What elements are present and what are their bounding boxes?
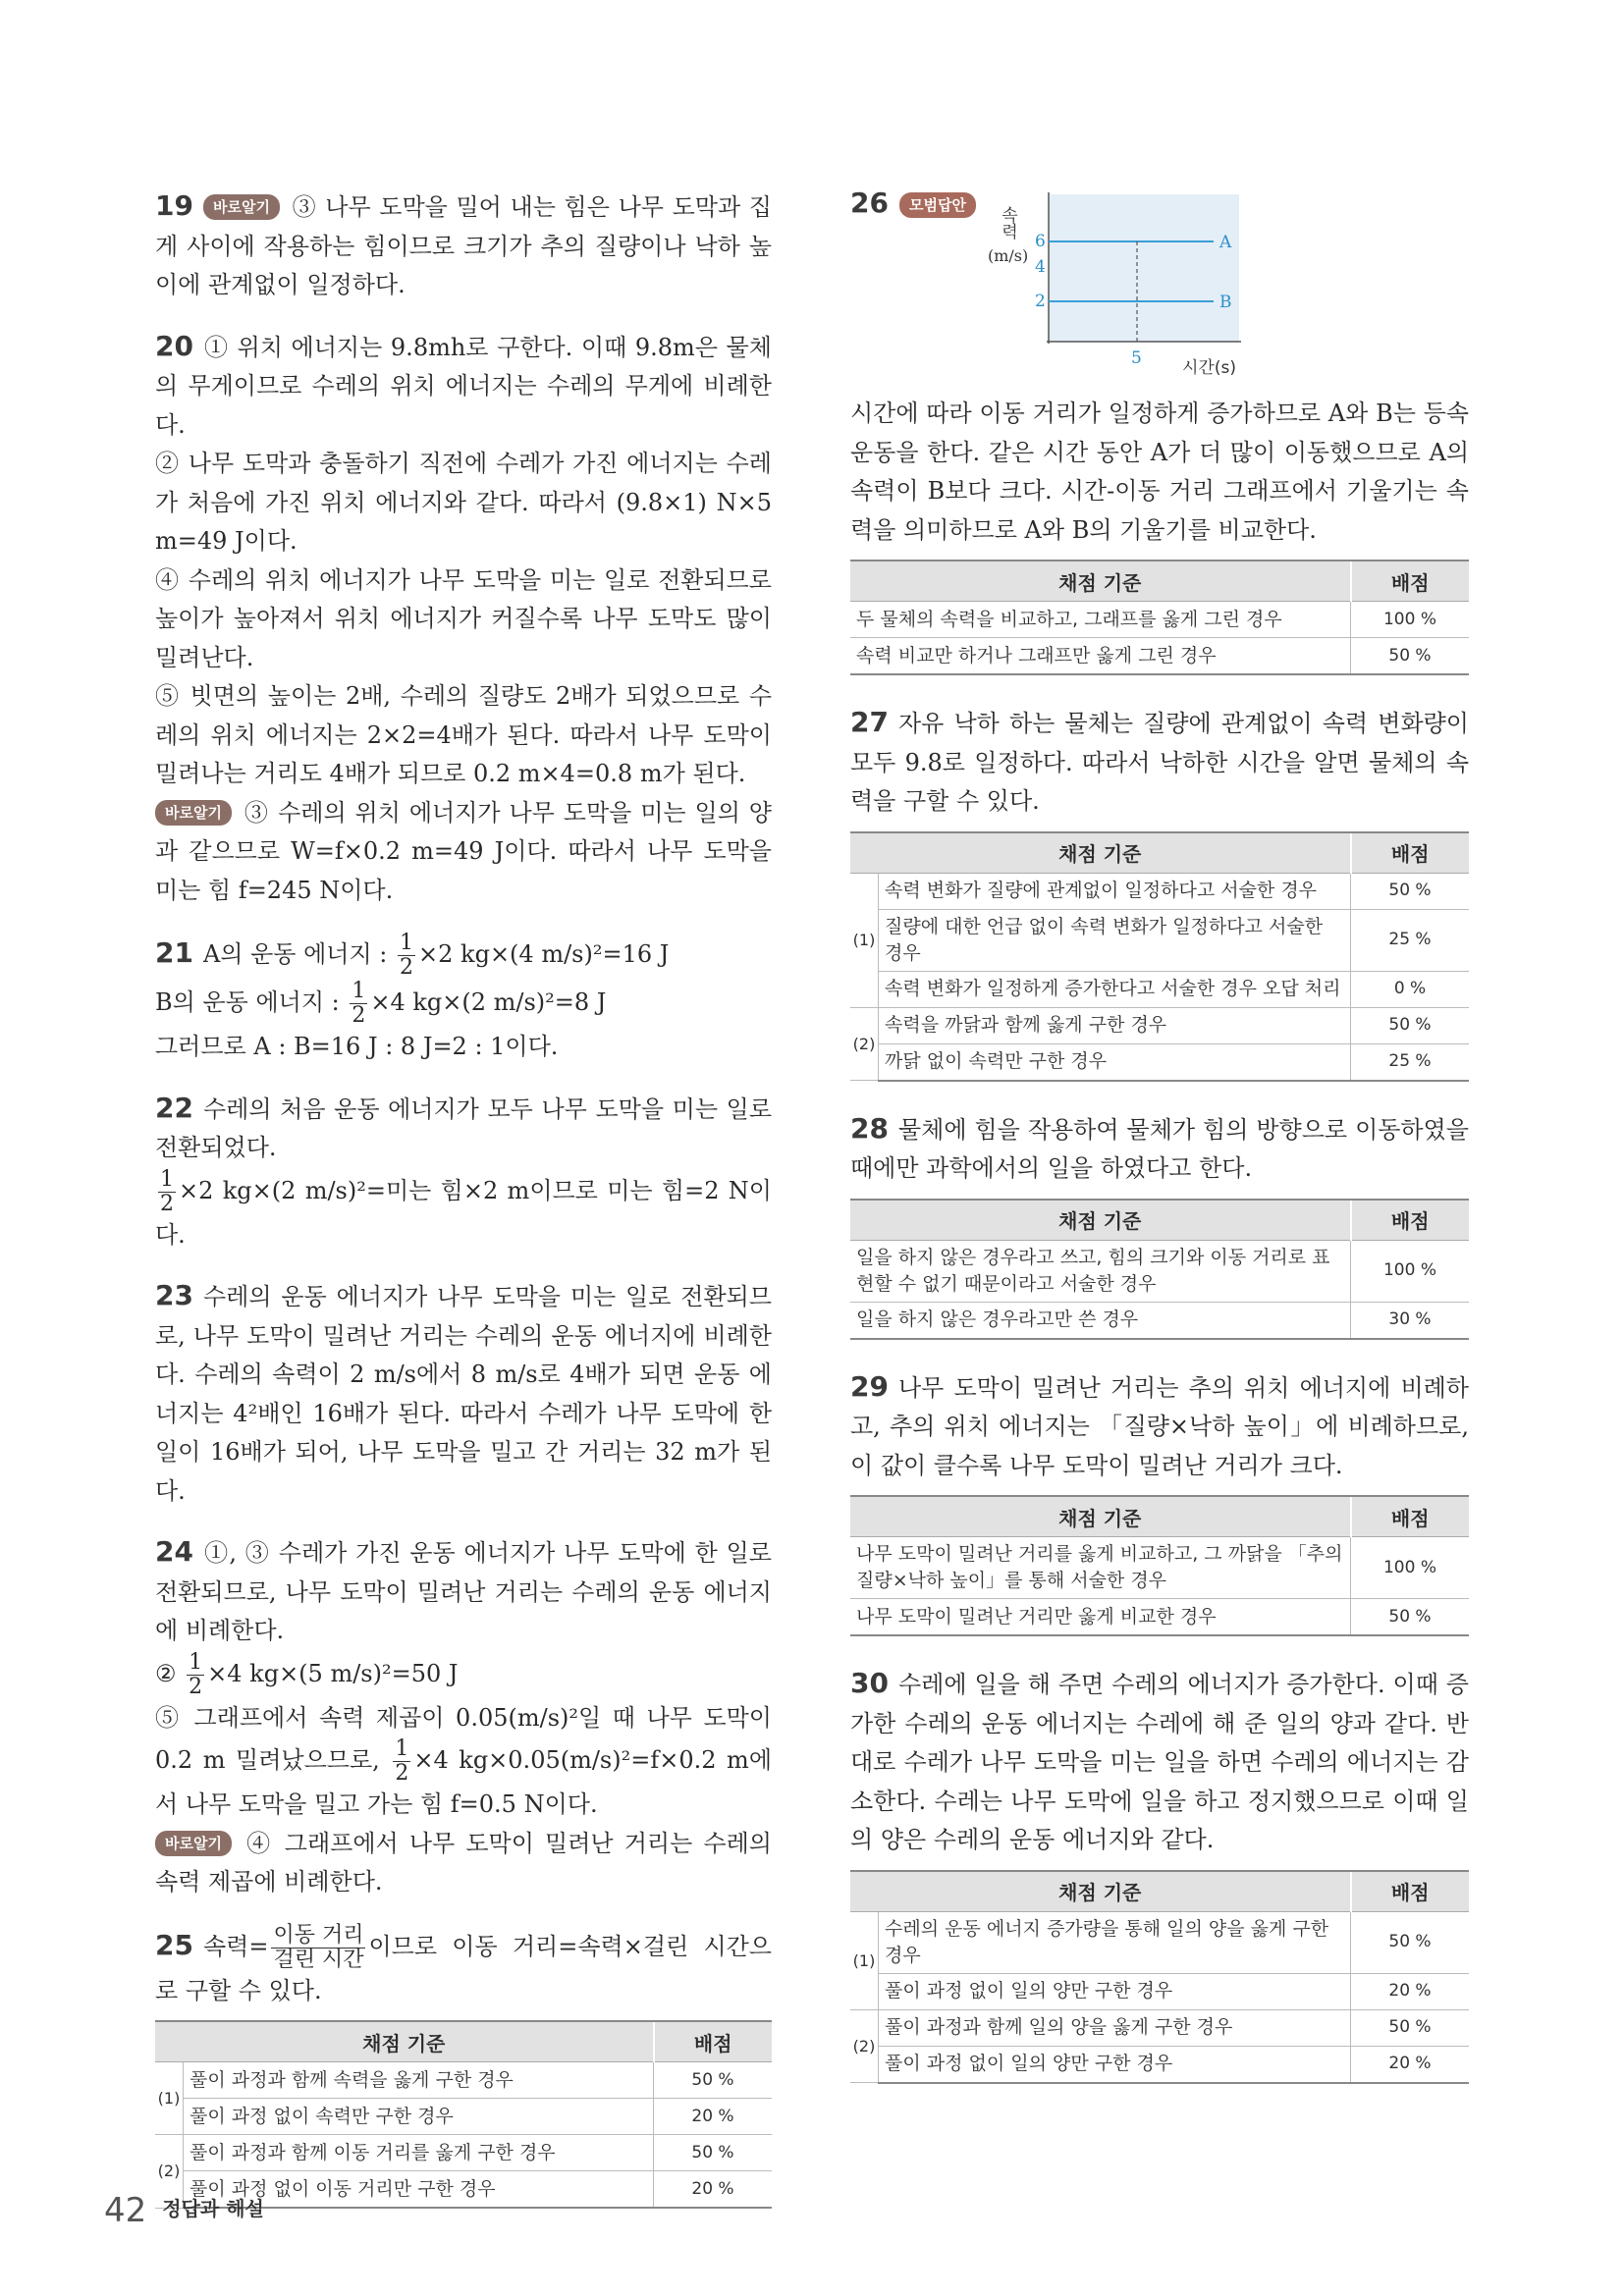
points-header: 배점 [1351,1496,1470,1537]
answer-text: 자유 낙하 하는 물체는 질량에 관계없이 속력 변화량이 모두 9.8로 일정하다. 따라서 낙하한 시간을 알면 물체의 속력을 구할 수 있다. [850,710,1469,815]
table-row: 일을 하지 않은 경우라고만 쓴 경우 30 % [850,1302,1469,1339]
answer-text: ② 나무 도막과 충돌하기 직전에 수레가 가진 에너지는 수레가 처음에 가진 위치 에너지와 같다. 따라서 (9.8×1) N×5 m=49 J이다. [155,450,772,555]
table-row: 나무 도막이 밀려난 거리만 옳게 비교한 경우 50 % [850,1599,1469,1636]
criteria-header: 채점 기준 [155,2021,654,2062]
table-row: 속력 비교만 하거나 그래프만 옳게 그린 경우 50 % [850,638,1469,675]
fraction-half: $\frac{1}{2}$ [160,1166,174,1216]
label: A의 운동 에너지 : [202,940,388,968]
fraction-half: $\frac{1}{2}$ [189,1649,203,1699]
left-column [155,187,772,2236]
answer-text: 수레에 일을 해 주면 수레의 에너지가 증가한다. 이때 증가한 수레의 운동 에너지는 수레에 해 준 일의 양과 같다. 반대로 수레가 나무 도막을 미는 일을 하면 수레의 에너지는 감소한다. 수레는 나무 도막에 일을 하고 정지했으므로 이때 일의 양은 수레의 운동 에너지와 같다. [850,1671,1469,1853]
y-axis-unit: (m/s) [988,246,1029,265]
table-row: (1) 속력 변화가 질량에 관계없이 일정하다고 서술한 경우 50 % [850,873,1469,909]
question-number: 26 [850,187,889,219]
answer-25 [155,1924,772,2210]
y-tick-4: 4 [1035,257,1046,277]
table-row: 질량에 대한 언급 없이 속력 변화가 일정하다고 서술한 경우 25 % [850,909,1469,971]
table-row: 속력 변화가 일정하게 증가한다고 서술한 경우 오답 처리 0 % [850,971,1469,1007]
answer-text: 물체에 힘을 작용하여 물체가 힘의 방향으로 이동하였을 때에만 과학에서의 일을 하였다고 한다. [850,1115,1469,1182]
page-number: 42 [104,2191,147,2230]
points-header: 배점 [1351,1200,1470,1241]
right-column [850,187,1469,2111]
answer-text: ⑤ 그래프에서 속력 제곱이 0.05(m/s)²일 때 나무 도막이 0.2 m 밀려났으므로, [155,1703,772,1774]
question-number: 23 [155,1279,193,1311]
scoring-table-28 [850,1199,1469,1340]
answer-text: ① 위치 에너지는 9.8mh로 구한다. 이때 9.8m은 물체의 무게이므로 수레의 위치 에너지는 수레의 무게에 비례한다. [155,333,772,439]
baro-badge: 바로알기 [155,800,232,826]
fraction-speed: $\frac{\text{이동 거리}}{\text{걸린 시간}}$ [273,1922,364,1972]
table-row: 까닭 없이 속력만 구한 경우 25 % [850,1043,1469,1081]
answer-22 [155,1089,772,1255]
table-row: 풀이 과정 없이 일의 양만 구한 경우 20 % [850,2046,1469,2083]
scoring-table-25 [155,2020,772,2209]
model-answer-badge: 모범답안 [899,192,976,218]
answer-text: 수레의 처음 운동 에너지가 모두 나무 도막을 미는 일로 전환되었다. [155,1095,772,1161]
table-row: (2) 풀이 과정과 함께 이동 거리를 옳게 구한 경우 50 % [155,2135,772,2171]
table-row: 풀이 과정 없이 일의 양만 구한 경우 20 % [850,1973,1469,2009]
baro-badge: 바로알기 [155,1831,232,1856]
table-row: (1) 수레의 운동 에너지 증가량을 통해 일의 양을 옳게 구한 경우 50 % [850,1911,1469,1973]
criteria-header: 채점 기준 [850,1871,1351,1912]
answer-text: 그러므로 A : B=16 J : 8 J=2 : 1이다. [155,1033,559,1060]
question-number: 20 [155,329,193,362]
footer-title: 정답과 해설 [162,2197,264,2220]
table-row: 일을 하지 않은 경우라고 쓰고, 힘의 크기와 이동 거리로 표현할 수 없기 때문이라고 서술한 경우 100 % [850,1240,1469,1302]
scoring-table-29 [850,1495,1469,1636]
answer-19 [155,187,772,305]
answer-text: ⑤ 빗면의 높이는 2배, 수레의 질량도 2배가 되었으므로 수레의 위치 에너지는 2×2=4배가 된다. 따라서 나무 도막이 밀려나는 거리도 4배가 되므로 0.2 m×4=0.8 m가 된다. [155,682,772,787]
answer-24 [155,1532,772,1902]
points-header: 배점 [1351,561,1470,602]
question-number: 24 [155,1535,193,1568]
answer-26 [850,187,1469,675]
question-number: 19 [155,189,193,222]
speed-time-graph [978,187,1253,383]
points-header: 배점 [654,2021,773,2062]
line-a-label: A [1219,233,1232,252]
question-number: 21 [155,936,193,969]
answer-23 [155,1276,772,1511]
question-number: 25 [155,1928,193,1961]
table-row: (2) 속력을 까닭과 함께 옳게 구한 경우 50 % [850,1007,1469,1043]
table-row: (1) 풀이 과정과 함께 속력을 옳게 구한 경우 50 % [155,2062,772,2099]
y-tick-2: 2 [1035,292,1046,311]
line-b-label: B [1219,293,1232,312]
criteria-header: 채점 기준 [850,1496,1351,1537]
expression: ×4 kg×(2 m/s)²=8 J [370,988,607,1016]
x-axis-label: 시간(s) [1182,358,1236,378]
answer-text: 나무 도막이 밀려난 거리는 추의 위치 에너지에 비례하고, 추의 위치 에너지는 「질량×낙하 높이」에 비례하므로, 이 값이 클수록 나무 도막이 밀려난 거리가 크다. [850,1373,1469,1479]
criteria-header: 채점 기준 [850,832,1351,874]
table-row: 풀이 과정 없이 이동 거리만 구한 경우 20 % [155,2171,772,2209]
question-number: 22 [155,1091,193,1124]
scoring-table-27 [850,831,1469,1082]
expression: ×2 kg×(2 m/s)²=미는 힘×2 m이므로 미는 힘=2 N이다. [155,1176,772,1249]
table-row: 풀이 과정 없이 속력만 구한 경우 20 % [155,2099,772,2135]
answer-text: 시간에 따라 이동 거리가 일정하게 증가하므로 A와 B는 등속 운동을 한다. 같은 시간 동안 A가 더 많이 이동했으므로 A의 속력이 B보다 크다. 시간-이동 거리 그래프에서 기울기는 속력을 의미하므로 A와 B의 기울기를 비교한다. [850,400,1469,544]
answer-text: 이므로 이동 거리=속력×걸린 시간으로 구할 수 있다. [155,1932,772,2004]
y-axis-label: 속력 [998,206,1017,240]
marker: ② [155,1659,177,1687]
x-tick-5: 5 [1131,348,1142,368]
baro-badge: 바로알기 [203,194,280,220]
question-number: 29 [850,1369,889,1403]
answer-text: 속력= [202,1932,269,1960]
answer-20 [155,327,772,911]
scoring-table-26 [850,560,1469,675]
answer-text: ③ 수레의 위치 에너지가 나무 도막을 미는 일의 양과 같으므로 W=f×0.2 m=49 J이다. 따라서 나무 도막을 미는 힘 f=245 N이다. [155,798,772,904]
points-header: 배점 [1351,832,1470,874]
scoring-table-30 [850,1870,1469,2084]
answer-21 [155,932,772,1067]
answer-text: ①, ③ 수레가 가진 운동 에너지가 나무 도막에 한 일로 전환되므로, 나무 도막이 밀려난 거리는 수레의 운동 에너지에 비례한다. [155,1539,772,1644]
question-number: 27 [850,706,889,738]
fraction-half: $\frac{1}{2}$ [400,931,414,980]
table-row: 두 물체의 속력을 비교하고, 그래프를 옳게 그린 경우 100 % [850,602,1469,638]
answer-30 [850,1664,1469,2084]
question-number: 28 [850,1111,889,1145]
y-tick-6: 6 [1035,232,1046,251]
table-row: 나무 도막이 밀려난 거리를 옳게 비교하고, 그 까닭을 「추의 질량×낙하 높이」를 통해 서술한 경우 100 % [850,1537,1469,1599]
answer-29 [850,1367,1469,1637]
answer-27 [850,703,1469,1082]
answer-text: 수레의 운동 에너지가 나무 도막을 미는 일로 전환되므로, 나무 도막이 밀려난 거리는 수레의 운동 에너지에 비례한다. 수레의 속력이 2 m/s에서 8 m/s로 4배가 되면 운동 에너지는 4²배인 16배가 된다. 따라서 수레가 나무 도막에 한 일이 16배가 되어, 나무 도막을 밀고 간 거리는 32 m가 된다. [155,1283,772,1505]
answer-28 [850,1109,1469,1340]
criteria-header: 채점 기준 [850,1200,1351,1241]
expression: ×2 kg×(4 m/s)²=16 J [418,940,670,968]
question-number: 30 [850,1667,889,1699]
answer-text: ④ 수레의 위치 에너지가 나무 도막을 미는 일로 전환되므로 높이가 높아져서 위치 에너지가 커질수록 나무 도막도 많이 밀려난다. [155,565,772,671]
criteria-header: 채점 기준 [850,561,1351,602]
fraction-half: $\frac{1}{2}$ [352,979,366,1028]
points-header: 배점 [1351,1871,1470,1912]
answer-text: ④ 그래프에서 나무 도막이 밀려난 거리는 수레의 속력 제곱에 비례한다. [155,1829,772,1896]
fraction-half: $\frac{1}{2}$ [395,1736,409,1786]
label: B의 운동 에너지 : [155,988,340,1016]
answer-text: ③ 나무 도막을 밀어 내는 힘은 나무 도막과 집게 사이에 작용하는 힘이므로 크기가 추의 질량이나 낙하 높이에 관계없이 일정하다. [155,193,772,298]
expression: ×4 kg×0.05(m/s)²=f×0.2 m에서 나무 도막을 밀고 가는 힘 f=0.5 N이다. [155,1746,773,1818]
expression: ×4 kg×(5 m/s)²=50 J [207,1659,459,1687]
page-footer [104,2191,264,2230]
table-row: (2) 풀이 과정과 함께 일의 양을 옳게 구한 경우 50 % [850,2009,1469,2046]
